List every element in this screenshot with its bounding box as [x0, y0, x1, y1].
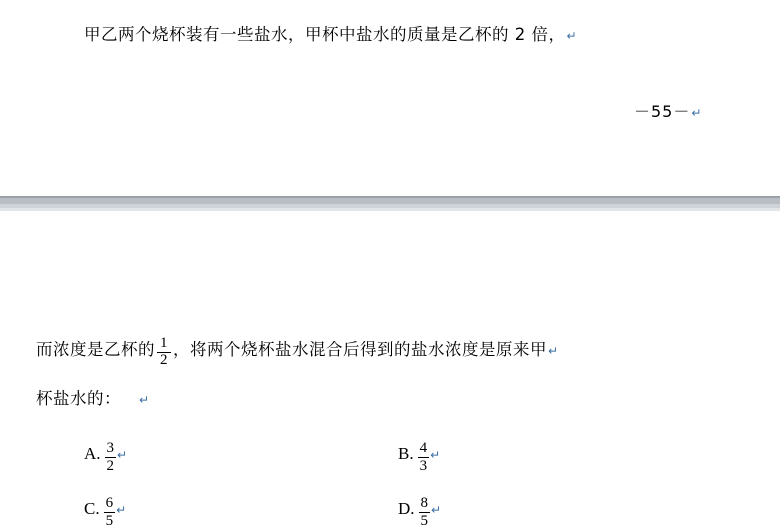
fraction-numerator: 8: [420, 495, 429, 511]
question-second-line-text: 杯盐水的：: [36, 389, 121, 408]
fraction-numerator: 4: [419, 440, 428, 456]
option-d-label: D.: [398, 499, 415, 518]
pilcrow-mark: ↵: [691, 106, 703, 120]
option-a-label: A.: [84, 444, 101, 463]
fraction-denominator: 5: [105, 512, 114, 529]
option-d-fraction: [419, 495, 431, 529]
pilcrow-mark: ↵: [117, 448, 128, 462]
fraction-numerator: 3: [106, 440, 115, 456]
pilcrow-mark: ↵: [116, 503, 127, 517]
fraction-numerator: 6: [105, 495, 114, 511]
pilcrow-mark: ↵: [430, 448, 441, 462]
option-c-fraction: [104, 495, 116, 529]
pilcrow-mark: ↵: [566, 29, 578, 43]
fraction-denominator: 2: [106, 457, 115, 474]
continuation-paragraph: [36, 334, 559, 367]
option-a-fraction: [105, 440, 117, 474]
fraction-denominator: 2: [160, 351, 168, 368]
continuation-text-after: ，将两个烧杯盐水混合后得到的盐水浓度是原来甲: [173, 340, 547, 359]
pilcrow-mark: ↵: [139, 393, 150, 407]
pilcrow-mark: ↵: [548, 344, 559, 358]
page-number-text: －55－: [634, 102, 691, 121]
option-b-fraction: [418, 440, 430, 474]
question-second-line: [36, 388, 150, 411]
pilcrow-mark: ↵: [431, 503, 442, 517]
fraction-denominator: 3: [419, 457, 428, 474]
page-break-separator: [0, 195, 780, 212]
option-b-label: B.: [398, 444, 414, 463]
option-c-label: C.: [84, 499, 100, 518]
inline-fraction-one-half: [157, 336, 171, 369]
option-a[interactable]: [84, 437, 128, 474]
fraction-numerator: 1: [157, 336, 171, 353]
top-paragraph: [84, 24, 577, 47]
option-b[interactable]: [398, 437, 441, 474]
fraction-denominator: 5: [420, 512, 429, 529]
option-d[interactable]: [398, 492, 442, 529]
option-c[interactable]: [84, 492, 127, 529]
continuation-text-before: 而浓度是乙杯的: [36, 340, 155, 359]
top-paragraph-text: 甲乙两个烧杯装有一些盐水，甲杯中盐水的质量是乙杯的 2 倍，: [84, 25, 566, 44]
page-number: [634, 99, 702, 122]
